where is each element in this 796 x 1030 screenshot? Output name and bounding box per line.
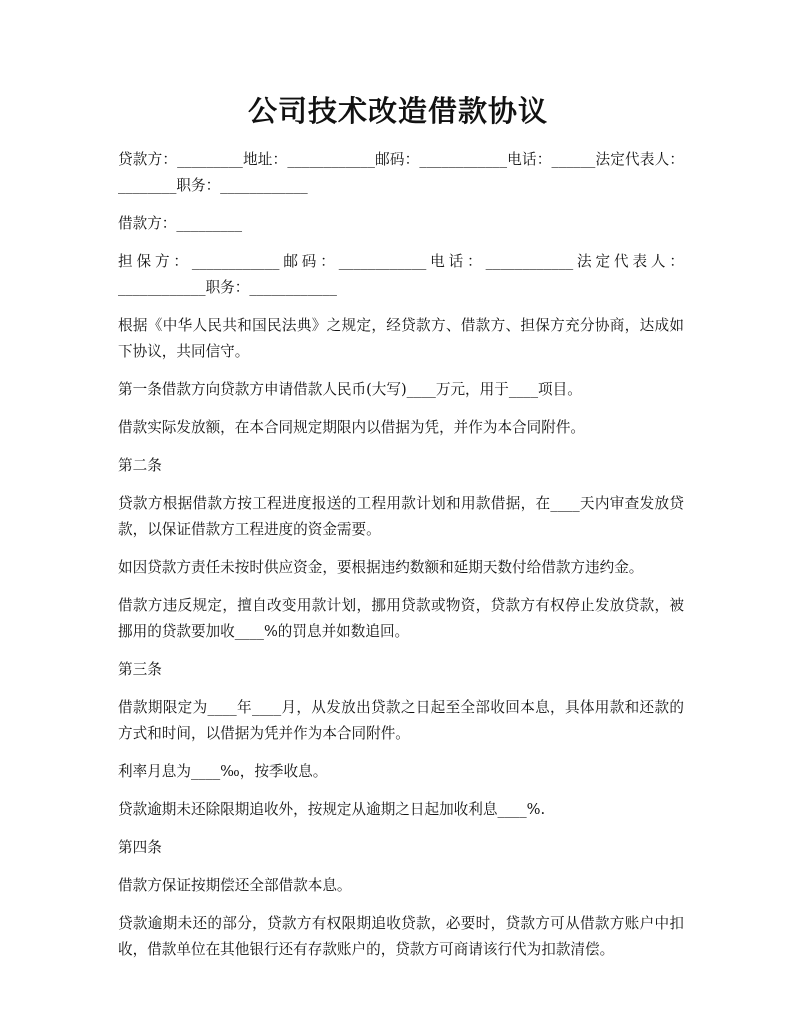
article-3-clause-3: 贷款逾期未还除限期追收外，按规定从逾期之日起加收利息____%.: [118, 801, 546, 818]
article-3-clause-1: 借款期限定为____年____月，从发放出贷款之日起至全部收回本息，具体用款和还款的方式和时间，以借据为凭并作为本合同附件。: [118, 699, 684, 742]
article-3-clause-2: 利率月息为____‰，按季收息。: [118, 763, 328, 780]
article-2-clause-2: 如因贷款方责任未按时供应资金，要根据违约数额和延期天数付给借款方违约金。: [118, 559, 644, 576]
article-2-heading: 第二条: [118, 457, 162, 474]
article-2-clause-3: 借款方违反规定，擅自改变用款计划，挪用贷款或物资，贷款方有权停止发放贷款，被挪用的贷款要加收____%的罚息并如数追回。: [118, 597, 684, 640]
article-1-clause: 借款实际发放额，在本合同规定期限内以借据为凭，并作为本合同附件。: [118, 419, 586, 436]
document-body: [118, 147, 684, 975]
article-4-clause-2: 贷款逾期未还的部分，贷款方有权限期追收贷款，必要时，贷款方可从借款方账户中扣收，借款单位在其他银行还有存款账户的，贷款方可商请该行代为扣款清偿。: [118, 915, 684, 958]
article-2-clause-1: 贷款方根据借款方按工程进度报送的工程用款计划和用款借据，在____天内审查发放贷款，以保证借款方工程进度的资金需要。: [118, 495, 684, 538]
guarantor-info: 担保方：____________邮码：____________电话：____________法定代表人：____________职务：____________: [118, 253, 684, 296]
document-title: 公司技术改造借款协议: [247, 94, 548, 128]
article-4-clause-1: 借款方保证按期偿还全部借款本息。: [118, 877, 352, 894]
article-4-heading: 第四条: [118, 839, 162, 856]
preamble: 根据《中华人民共和国民法典》之规定，经贷款方、借款方、担保方充分协商，达成如下协议，共同信守。: [118, 317, 684, 360]
article-1: 第一条借款方向贷款方申请借款人民币(大写)____万元，用于____项目。: [118, 381, 582, 398]
borrower-info: 借款方：_________: [118, 215, 243, 232]
lender-info: 贷款方：_________地址：____________邮码：____________电话：______法定代表人：________职务：____________: [118, 151, 684, 194]
article-3-heading: 第三条: [118, 661, 162, 678]
